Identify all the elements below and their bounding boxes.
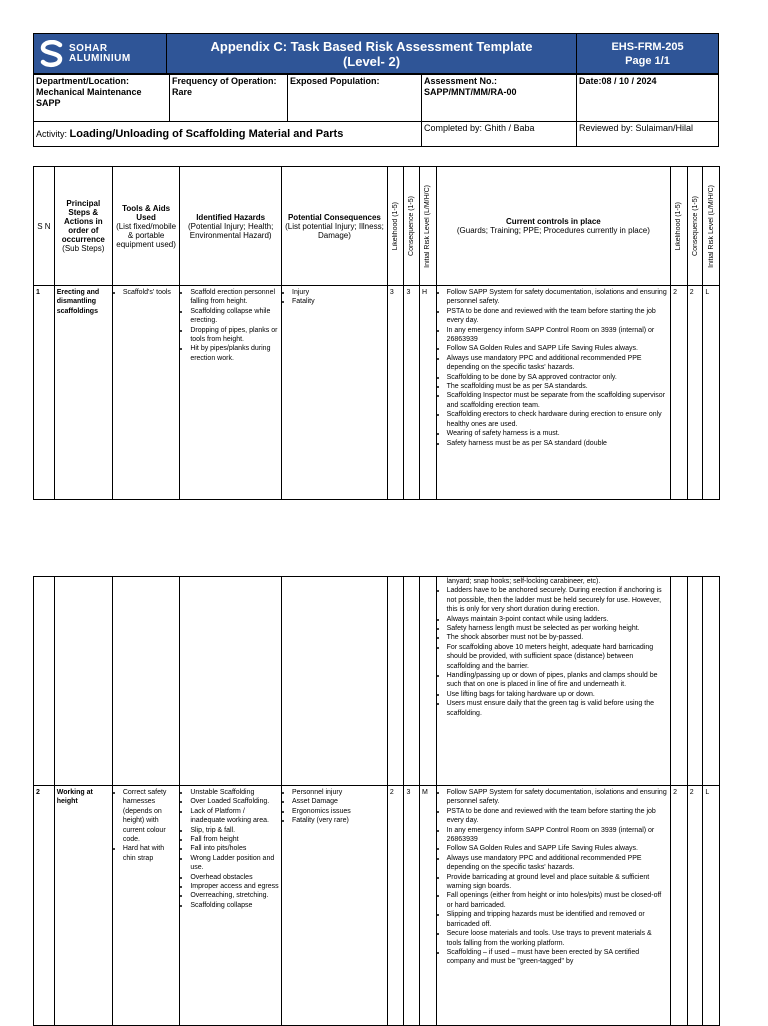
col-consequence-label: Consequence (1-5) (408, 196, 416, 256)
row1-cont-sn (34, 577, 55, 786)
list-item: • Scaffolding collapse (190, 901, 279, 910)
form-code: EHS-FRM-205 (611, 40, 684, 53)
assessment-cell (421, 74, 577, 122)
completed-by: Completed by: Ghith / Baba (424, 123, 535, 133)
exposed-population-label: Exposed Population: (290, 76, 380, 86)
col-hazards-sub: (Potential Injury; Health; Environmental Hazard) (187, 221, 274, 240)
list-item: • Fall into pits/holes (190, 844, 279, 853)
row2-controls (436, 786, 671, 1026)
list-item: • Follow SA Golden Rules and SAPP Life Saving Rules always. (447, 844, 669, 853)
department-value-2: SAPP (36, 98, 61, 108)
row1-hazards (180, 286, 282, 500)
list-item: • Slip, trip & fall. (190, 826, 279, 835)
row1-cont-step (54, 577, 112, 786)
list-item: • Correct safety harnesses (depends on height) with current colour code. (123, 788, 177, 844)
row1-consequences (282, 286, 388, 500)
row2-res-risk: L (703, 786, 720, 1026)
row1-tools (112, 286, 179, 500)
row1-cont-res-consequence (687, 577, 703, 786)
list-item: • The shock absorber must not be by-passed. (447, 633, 669, 642)
col-likelihood-label: Likelihood (1-5) (392, 201, 400, 251)
list-item: • Lack of Platform / inadequate working area. (190, 807, 279, 826)
col-steps-label: Principal Steps & Actions in order of occurrence (61, 199, 105, 244)
list-item: • Follow SAPP System for safety documentation, isolations and ensuring personnel safety. (447, 288, 669, 307)
completed-by-cell (421, 121, 577, 147)
list-item: • Injury (292, 288, 385, 297)
bullet-list (439, 288, 669, 448)
row2-res-likelihood: 2 (671, 786, 688, 1026)
row1-cont-controls (436, 577, 671, 786)
col-likelihood-2-label: Likelihood (1-5) (675, 201, 683, 251)
row2-hazards (180, 786, 282, 1026)
col-consequences-label: Potential Consequences (287, 212, 381, 222)
department-cell (33, 74, 170, 122)
activity-label: Activity: (36, 128, 68, 139)
bullet-list (439, 788, 669, 967)
list-item: • PSTA to be done and reviewed with the team before starting the job every day. (447, 307, 669, 326)
list-item: • PSTA to be done and reviewed with the team before starting the job every day. (447, 807, 669, 826)
list-item: • In any emergency inform SAPP Control Room on 3939 (internal) or 26863939 (447, 826, 669, 845)
risk-table-continued (33, 576, 720, 1026)
list-item: • Asset Damage (292, 797, 385, 806)
row2-consequences (282, 786, 388, 1026)
table-row (34, 286, 720, 500)
list-item: • Always use mandatory PPC and additional recommended PPE depending on the specific tasks' hazards. (447, 354, 669, 373)
col-controls (436, 167, 671, 286)
col-sn-label: S N (37, 221, 51, 231)
bullet-list (182, 288, 279, 363)
row1-consequence: 3 (404, 286, 420, 500)
list-item: • Ergonomics issues (292, 807, 385, 816)
list-item: • Scaffolding – if used – must have been erected by SA certified company and must be "green-tagged" by (447, 948, 669, 967)
col-initial-risk-label: Initial Risk Level (L/M/H/C) (424, 184, 432, 268)
col-consequences-sub: (List potential Injury; Illness; Damage) (285, 221, 384, 240)
sohar-logo-icon (40, 40, 64, 68)
col-consequences (282, 167, 388, 286)
row1-cont-res-risk (703, 577, 720, 786)
col-likelihood (387, 167, 404, 286)
list-item: • Scaffold's' tools (123, 288, 177, 297)
table-row (34, 786, 720, 1026)
row2-step: Working at height (54, 786, 112, 1026)
department-label: Department/Location: (36, 76, 130, 86)
assessment-label: Assessment No.: (424, 76, 498, 86)
row1-controls (436, 286, 671, 500)
list-item: • Wrong Ladder position and use. (190, 854, 279, 873)
list-item: • Over Loaded Scaffolding. (190, 797, 279, 806)
row1-cont-res-likelihood (671, 577, 688, 786)
list-item: • Follow SA Golden Rules and SAPP Life Saving Rules always. (447, 344, 669, 353)
department-value-1: Mechanical Maintenance (36, 87, 142, 97)
list-item: • Hard hat with chin strap (123, 844, 177, 863)
risk-table (33, 166, 720, 500)
list-item: • The scaffolding must be as per SA standards. (447, 382, 669, 391)
list-item: • Hit by pipes/planks during erection work. (190, 344, 279, 363)
col-hazards-label: Identified Hazards (196, 212, 266, 222)
list-item: • Dropping of pipes, planks or tools from height. (190, 326, 279, 345)
bullet-list (182, 788, 279, 910)
col-tools (112, 167, 179, 286)
row2-tools (112, 786, 179, 1026)
activity-cell (33, 121, 422, 147)
col-tools-label: Tools & Aids Used (122, 203, 171, 222)
bullet-list (439, 586, 669, 718)
col-consequence (404, 167, 420, 286)
list-item: • Slipping and tripping hazards must be identified and removed or barricaded off. (447, 910, 669, 929)
col-hazards (180, 167, 282, 286)
company-logo (33, 33, 167, 74)
row2-likelihood: 2 (387, 786, 404, 1026)
row2-sn: 2 (34, 786, 55, 1026)
list-item: • Fall openings (either from height or into holes/pits) must be closed-off or hard barricaded. (447, 891, 669, 910)
row2-consequence: 3 (404, 786, 420, 1026)
row1-res-likelihood: 2 (671, 286, 688, 500)
reviewed-by: Reviewed by: Sulaiman/Hilal (579, 123, 694, 133)
row1-risk: H (420, 286, 437, 500)
list-item: • Secure loose materials and tools. Use trays to prevent materials & tools falling from the working platform. (447, 929, 669, 948)
bullet-list (284, 788, 385, 826)
row1-cont-consequences (282, 577, 388, 786)
list-item: • Scaffolding collapse while erecting. (190, 307, 279, 326)
form-title (167, 33, 577, 74)
form-code-cell (577, 33, 719, 74)
col-consequence-2 (687, 167, 703, 286)
row1-cont-first-line: lanyard; snap hooks; self-locking carabineer, etc). (446, 578, 601, 585)
frequency-label: Frequency of Operation: (172, 76, 277, 86)
col-initial-risk-2-label: Initial Risk Level (L/M/H/C) (707, 184, 715, 268)
row1-cont-consequence (404, 577, 420, 786)
list-item: • Fatality (very rare) (292, 816, 385, 825)
list-item: • Improper access and egress (190, 882, 279, 891)
list-item: • Personnel injury (292, 788, 385, 797)
logo-line-2: ALUMINIUM (69, 52, 131, 64)
list-item: • Scaffold erection personnel falling from height. (190, 288, 279, 307)
list-item: • Provide barricading at ground level and place suitable & sufficient warning sign boards. (447, 873, 669, 892)
row1-cont-risk (420, 577, 437, 786)
bullet-list (115, 288, 177, 297)
list-item: • Safety harness length must be selected as per working height. (447, 624, 669, 633)
col-steps-sub: (Sub Steps) (62, 244, 105, 253)
row2-risk: M (420, 786, 437, 1026)
exposed-population-cell (287, 74, 422, 122)
activity-value: Loading/Unloading of Scaffolding Material and Parts (69, 127, 344, 140)
table-header-row (34, 167, 720, 286)
list-item: • Ladders have to be anchored securely. During erection if anchoring is not possible, then the ladder must be held securely for use. However, this is only for very short duration during erection. (447, 586, 669, 614)
list-item: • Overhead obstacles (190, 873, 279, 882)
list-item: • Overreaching, stretching. (190, 891, 279, 900)
list-item: • Handling/passing up or down of pipes, planks and clamps should be such that on one is placed in line of fire and underneath it. (447, 671, 669, 690)
list-item: • Unstable Scaffolding (190, 788, 279, 797)
page-number: Page 1/1 (625, 54, 670, 67)
col-sn (34, 167, 55, 286)
reviewed-by-cell (576, 121, 719, 147)
row1-step: Erecting and dismantling scaffoldings (54, 286, 112, 500)
col-consequence-2-label: Consequence (1-5) (691, 196, 699, 256)
list-item: • Scaffolding erectors to check hardware during erection to ensure only healthy ones are used. (447, 410, 669, 429)
list-item: • Follow SAPP System for safety documentation, isolations and ensuring personnel safety. (447, 788, 669, 807)
col-initial-risk (420, 167, 437, 286)
col-steps (54, 167, 112, 286)
row1-cont-tools (112, 577, 179, 786)
logo-line-1: SOHAR (69, 42, 108, 54)
table-row (34, 577, 720, 786)
frequency-value: Rare (172, 87, 193, 97)
col-tools-sub: (List fixed/mobile & portable equipment used) (116, 221, 177, 249)
list-item: • In any emergency inform SAPP Control Room on 3939 (internal) or 26863939 (447, 326, 669, 345)
list-item: • Always maintain 3-point contact while using ladders. (447, 615, 669, 624)
assessment-value: SAPP/MNT/MM/RA-00 (424, 87, 517, 97)
list-item: • For scaffolding above 10 meters height, adequate hard barricading should be provided, with sufficient space (distance) between scaffolding and the barrier. (447, 643, 669, 671)
row2-res-consequence: 2 (687, 786, 703, 1026)
list-item: • Scaffolding Inspector must be separate from the scaffolding supervisor and scaffolding erection team. (447, 391, 669, 410)
col-likelihood-2 (671, 167, 688, 286)
list-item: • Fall from height (190, 835, 279, 844)
title-line-1: Appendix C: Task Based Risk Assessment Template (210, 38, 533, 54)
row1-res-consequence: 2 (687, 286, 703, 500)
row1-res-risk: L (703, 286, 720, 500)
list-item: • Wearing of safety harness is a must. (447, 429, 669, 438)
row1-cont-hazards (180, 577, 282, 786)
bullet-list (115, 788, 177, 863)
list-item: • Users must ensure daily that the green tag is valid before using the scaffolding. (447, 699, 669, 718)
col-initial-risk-2 (703, 167, 720, 286)
list-item: • Fatality (292, 297, 385, 306)
date-value: Date:08 / 10 / 2024 (579, 76, 657, 86)
date-cell (576, 74, 719, 122)
list-item: • Always use mandatory PPC and additional recommended PPE depending on the specific tasks' hazards. (447, 854, 669, 873)
title-line-2: (Level- 2) (342, 53, 401, 69)
bullet-list (284, 288, 385, 307)
list-item: • Use lifting bags for taking hardware up or down. (447, 690, 669, 699)
list-item: • Scaffolding to be done by SA approved contractor only. (447, 373, 669, 382)
row1-likelihood: 3 (387, 286, 404, 500)
col-controls-label: Current controls in place (506, 217, 601, 226)
row1-cont-likelihood (387, 577, 404, 786)
row1-sn: 1 (34, 286, 55, 500)
frequency-cell (169, 74, 288, 122)
list-item: • Safety harness must be as per SA standard (double (447, 439, 669, 448)
col-controls-sub: (Guards; Training; PPE; Procedures currently in place) (456, 226, 650, 235)
